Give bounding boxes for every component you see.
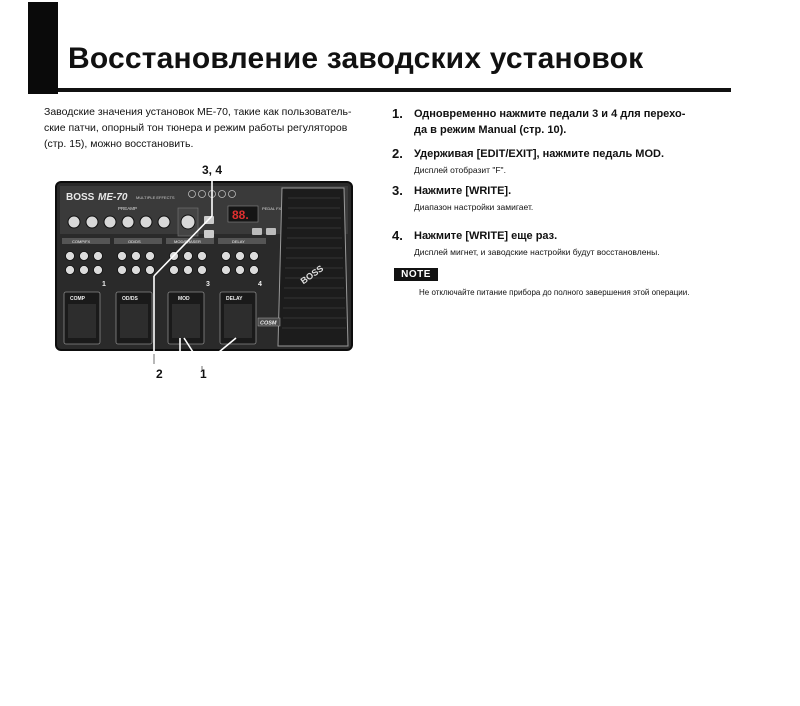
pedal-brand: BOSS (298, 263, 326, 287)
callout-3-4: 3, 4 (202, 163, 223, 177)
title-underline (58, 88, 731, 92)
step-title-line: Одновременно нажмите педали 3 и 4 для перехо- (414, 108, 686, 120)
knob (158, 216, 170, 228)
section-label-mod: MOD/PHASER (174, 239, 201, 244)
knob (122, 216, 134, 228)
page-title: Восстановление заводских установок (68, 42, 644, 75)
section-label-comp-fx: COMP/FX (72, 239, 91, 244)
step-3 (392, 183, 737, 214)
steps-list (392, 106, 737, 259)
step-body (414, 183, 737, 214)
knob (68, 216, 80, 228)
knob (140, 216, 152, 228)
step-body (414, 228, 737, 259)
section-label-preamp: PREAMP (118, 206, 138, 211)
device-model: ME-70 (98, 192, 128, 203)
section-number-4: 4 (258, 281, 262, 288)
step-4 (392, 228, 737, 259)
intro-paragraph (44, 104, 384, 152)
step-number: 2. (392, 146, 403, 161)
step-note: Дисплей мигнет, и заводские настройки будут восстановлены. (414, 247, 660, 257)
note-badge: NOTE (394, 268, 438, 281)
callout-1: 1 (200, 367, 207, 381)
small-button (252, 228, 262, 235)
pedal-label-delay: DELAY (226, 296, 243, 302)
pedal-label-comp: COMP (70, 296, 85, 302)
intro-line: ские патчи, опорный тон тюнера и режим работы регуляторов (44, 122, 348, 134)
step-title-line: Нажмите [WRITE]. (414, 185, 512, 197)
knob (104, 216, 116, 228)
step-title-line: Удерживая [EDIT/EXIT], нажмите педаль MOD. (414, 148, 665, 160)
intro-line: (стр. 15), можно восстановить. (44, 138, 194, 150)
step-body (414, 106, 737, 138)
step-note: Дисплей отобразит "F". (414, 165, 506, 175)
knob (86, 216, 98, 228)
device-subtitle: MULTIPLE EFFECTS (136, 195, 175, 200)
cosm-label: COSM (260, 320, 277, 327)
device-brand: BOSS (66, 192, 95, 203)
section-label-delay: DELAY (232, 239, 245, 244)
section-number-1: 1 (102, 281, 106, 288)
master-knob (181, 215, 195, 229)
pedal-label-mod: MOD (178, 296, 190, 302)
step-number: 3. (392, 183, 403, 198)
intro-line: Заводские значения установок ME-70, такие как пользователь- (44, 106, 352, 118)
title-side-bar (28, 2, 58, 94)
step-title-line: Нажмите [WRITE] еще раз. (414, 230, 558, 242)
step-2 (392, 146, 737, 177)
step-title-line: да в режим Manual (стр. 10). (414, 124, 567, 136)
section-number-3: 3 (206, 281, 210, 288)
callout-2: 2 (156, 367, 163, 381)
led-digits: 88. (232, 208, 249, 222)
me70-device-illustration (52, 158, 358, 384)
section-label-od-ds: OD/DS (128, 239, 141, 244)
section-label-pedal-fx: PEDAL FX (262, 206, 282, 211)
note-text: Не отключайте питание прибора до полного завершения этой операции. (419, 288, 690, 297)
step-1 (392, 106, 737, 138)
step-body (414, 146, 737, 177)
small-button (266, 228, 276, 235)
write-button (204, 230, 214, 238)
step-number: 4. (392, 228, 403, 243)
pedal-label-od-ds: OD/DS (122, 296, 138, 302)
step-note: Диапазон настройки замигает. (414, 202, 534, 212)
step-number: 1. (392, 106, 403, 121)
